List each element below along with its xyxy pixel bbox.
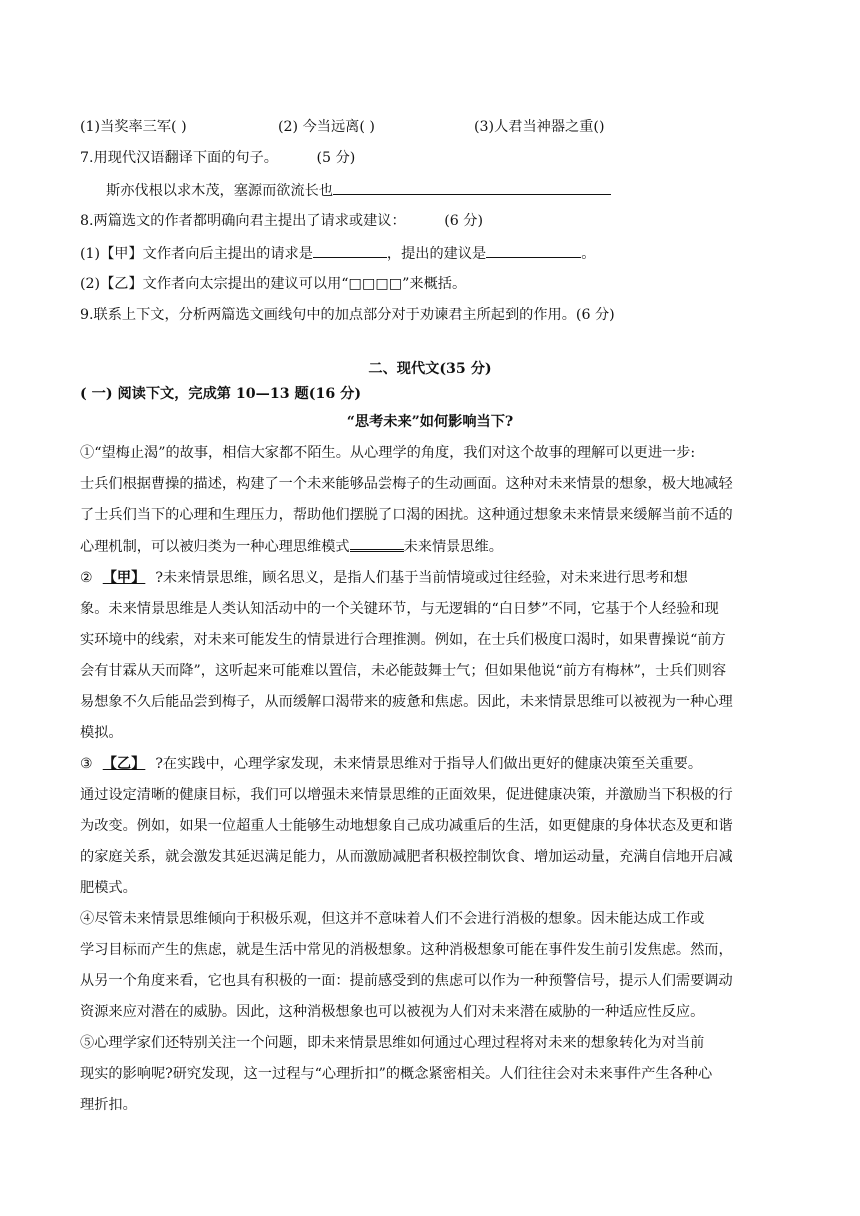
section2-part1-heading: ( 一) 阅读下文，完成第 10—13 题(16 分) <box>80 386 362 402</box>
paragraph-3-line-2: 通过设定清晰的健康目标，我们可以增强未来情景思维的正面效果，促进健康决策，并激励当下积极的行 <box>80 787 733 803</box>
q7-stem-row <box>80 148 780 168</box>
paragraph-2-line-3: 实环境中的线索，对未来可能发生的情景进行合理推测。例如，在士兵们极度口渴时，如果曹操说“前方 <box>80 632 726 648</box>
paragraph-2-line-1-text: ?未来情景思维，顾名思义，是指人们基于当前情境或过往经验，对未来进行思考和想 <box>155 570 688 586</box>
q7-score: (5 分) <box>316 150 356 166</box>
paragraph-3-line-5: 肥模式。 <box>80 880 137 896</box>
q6-item-1: (1)当奖率三军( ) <box>80 119 187 135</box>
q8-sub1-row <box>80 243 780 264</box>
q8-sub2-text: (2)【乙】文作者向太宗提出的建议可以用“□□□□”来概括。 <box>80 276 467 292</box>
q8-sub1-text-c: 。 <box>581 246 596 262</box>
article-title: “思考未来”如何影响当下? <box>346 414 514 430</box>
paragraph-3-line-3: 为改变。例如，如果一位超重人士能够生动地想象自己成功减重后的生活，如更健康的身体状态及更和谐 <box>80 818 733 834</box>
paragraph-1-line-2: 士兵们根据曹操的描述，构建了一个未来能够品尝梅子的生动画面。这种对未来情景的想象，极大地减轻 <box>80 476 733 492</box>
blank-yi[interactable]: 【乙】 <box>102 756 146 772</box>
q8-sub1-text-b: ，提出的建议是 <box>386 246 487 262</box>
paragraph-5-line-1: ⑤心理学家们还特别关注一个问题，即未来情景思维如何通过心理过程将对未来的想象转化为对当前 <box>80 1035 705 1051</box>
paragraph-4-line-3: 从另一个角度来看，它也具有积极的一面：提前感受到的焦虑可以作为一种预警信号，提示人们需要调动 <box>80 973 733 989</box>
paragraph-2-line-2: 象。未来情景思维是人类认知活动中的一个关键环节，与无逻辑的“白日梦”不同，它基于个人经验和现 <box>80 601 719 617</box>
paragraph-3-line-1-text: ?在实践中，心理学家发现，未来情景思维对于指导人们做出更好的健康决策至关重要。 <box>155 756 703 772</box>
q9-stem-row <box>80 305 780 325</box>
q8-score: (6 分) <box>444 213 483 229</box>
paragraph-2-line-1 <box>80 568 780 588</box>
q7-sentence: 斯亦伐根以求木茂，塞源而欲流长也 <box>106 183 334 199</box>
paragraph-3-line-4: 的家庭关系，就会激发其延迟满足能力，从而激励减肥者积极控制饮食、增加运动量，充满自信地开启减 <box>80 849 733 865</box>
paragraph-1-line-4-a: 心理机制，可以被归类为一种心理思维模式 <box>80 539 350 555</box>
q7-sentence-row <box>106 180 780 201</box>
paragraph-5-line-2: 现实的影响呢?研究发现，这一过程与“心理折扣”的概念紧密相关。人们往往会对未来事件产生各种心 <box>80 1066 713 1082</box>
paragraph-4-line-1: ④尽管未来情景思维倾向于积极乐观，但这并不意味着人们不会进行消极的想象。因未能达成工作或 <box>80 911 705 927</box>
paragraph-3-line-1 <box>80 754 780 774</box>
paragraph-2-number: ② <box>80 570 93 586</box>
paragraph-1-line-3: 了士兵们当下的心理和生理压力，帮助他们摆脱了口渴的困扰。这种通过想象未来情景来缓解当前不适的 <box>80 507 733 523</box>
q8-request-blank[interactable] <box>313 243 387 258</box>
q8-sub2-row <box>80 274 780 294</box>
paragraph-4-line-4: 资源来应对潜在的威胁。因此，这种消极想象也可以被视为人们对未来潜在威胁的一种适应性反应。 <box>80 1004 705 1020</box>
q6-item-2: (2) 今当远离( ) <box>278 119 375 135</box>
paragraph-1-line-4 <box>80 537 780 557</box>
q8-suggestion-blank[interactable] <box>486 243 581 258</box>
q8-stem: 8.两篇选文的作者都明确向君主提出了请求或建议： <box>80 213 406 229</box>
paragraph-1-line-4-b: 未来情景思维。 <box>403 539 503 555</box>
q7-stem: 7.用现代汉语翻译下面的句子。 <box>80 150 278 166</box>
q8-sub1-text-a: (1)【甲】文作者向后主提出的请求是 <box>80 246 313 262</box>
q9-stem: 9.联系上下文，分析两篇选文画线句中的加点部分对于劝谏君主所起到的作用。(6 分) <box>80 307 615 323</box>
paragraph-4-line-2: 学习目标而产生的焦虑，就是生活中常见的消极想象。这种消极想象可能在事件发生前引发焦虑。然而， <box>80 942 733 958</box>
double-dash-mark <box>350 543 404 552</box>
paragraph-2-line-6: 模拟。 <box>80 725 123 741</box>
q8-stem-row <box>80 211 780 231</box>
section2-title: 二、现代文(35 分) <box>368 361 492 377</box>
paragraph-2-line-4: 会有甘霖从天而降”，这听起来可能难以置信，未必能鼓舞士气；但如果他说“前方有梅林”，士兵们则容 <box>80 663 727 679</box>
paragraph-5-line-3: 理折扣。 <box>80 1097 137 1113</box>
q6-item-3: (3)人君当神器之重() <box>474 119 605 135</box>
paragraph-1-line-1: ①“望梅止渴”的故事，相信大家都不陌生。从心理学的角度，我们对这个故事的理解可以更进一步: <box>80 445 696 461</box>
blank-jia[interactable]: 【甲】 <box>102 570 146 586</box>
q7-answer-blank[interactable] <box>333 180 611 195</box>
paragraph-2-line-5: 易想象不久后能品尝到梅子，从而缓解口渴带来的疲惫和焦虑。因此，未来情景思维可以被视为一种心理 <box>80 694 733 710</box>
paragraph-3-number: ③ <box>80 756 93 772</box>
